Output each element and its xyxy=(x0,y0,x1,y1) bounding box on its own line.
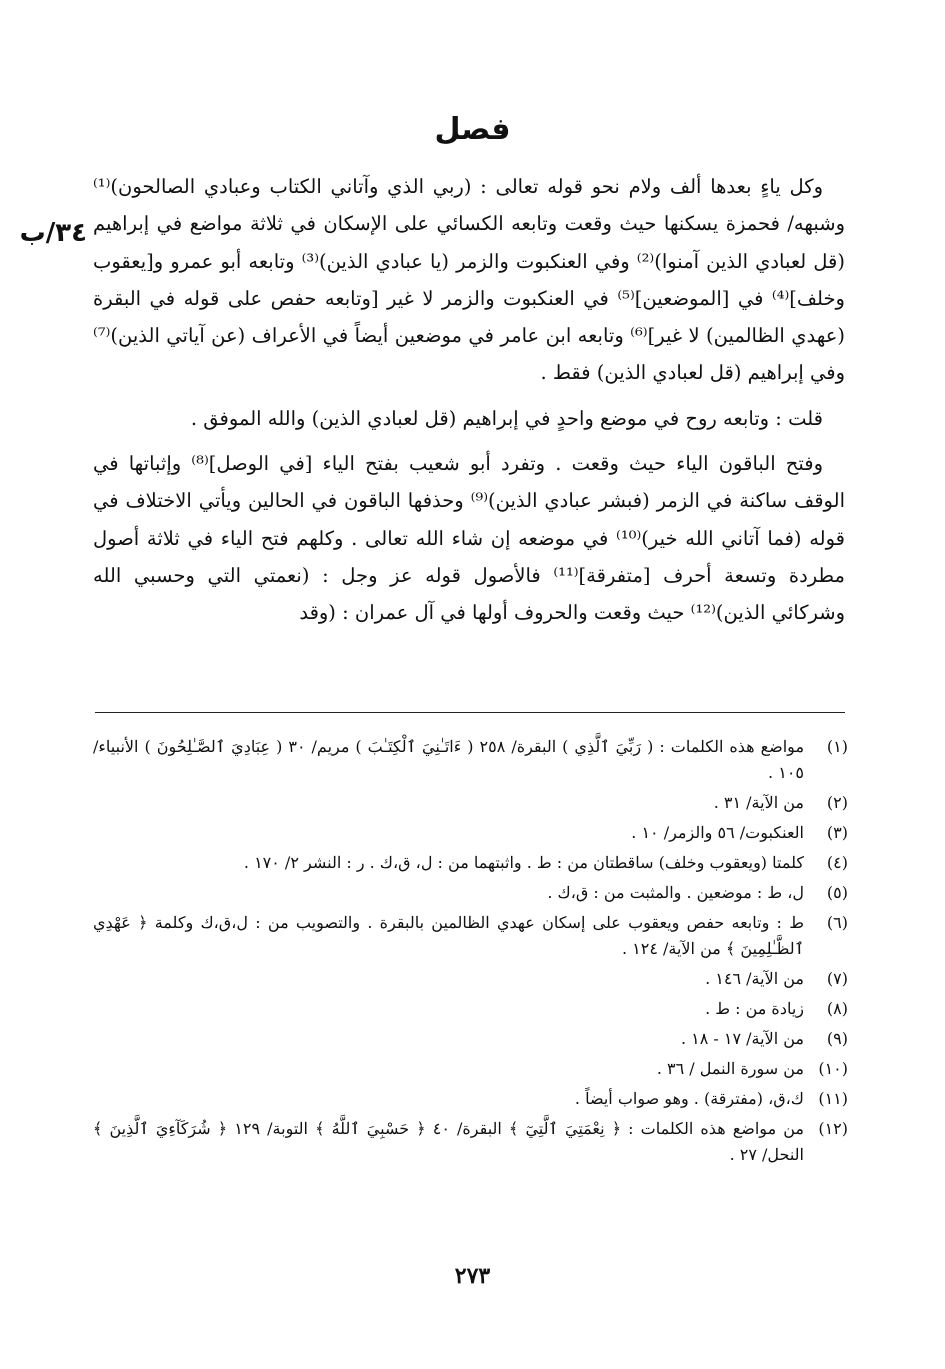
footnote-text: من الآية/ ١٧ - ١٨ . xyxy=(680,1029,804,1048)
footnote-number: (١) xyxy=(826,737,848,756)
footnote-number: (٣) xyxy=(826,823,848,842)
footnote-12 xyxy=(93,1116,848,1168)
paragraph-3: وفتح الباقون الياء حيث وقعت . وتفرد أبو شعيب بفتح الياء [في الوصل]⁽⁸⁾ وإثباتها في الوقف ساكنة في الزمر (فبشر عبادي الذين)⁽⁹⁾ وحذفها الباقون في الحالين ويأتي الاختلاف في قوله (فما آتاني الله خير)⁽¹⁰⁾ في موضعه إن شاء الله تعالى . وكلهم فتح الياء في ثلاثة أصول مطردة وتسعة أحرف [متفرقة]⁽¹¹⁾ فالأصول قوله عز وجل : (نعمتي التي وحسبي الله وشركائي الذين)⁽¹²⁾ حيث وقعت والحروف أولها في آل عمران : (وقد xyxy=(93,452,846,625)
footnote-text: من سورة النمل / ٣٦ . xyxy=(656,1059,804,1078)
footnote-divider xyxy=(95,712,845,713)
footnote-number: (١٠) xyxy=(818,1059,848,1078)
footnotes xyxy=(93,734,848,1172)
footnote-number: (٥) xyxy=(826,883,848,902)
footnote-text: من الآية/ ٣١ . xyxy=(713,793,804,812)
footnote-10 xyxy=(93,1056,848,1082)
footnote-1 xyxy=(93,734,848,786)
paragraph-2: قلت : وتابعه روح في موضع واحدٍ في إبراهيم (قل لعبادي الذين) والله الموفق . xyxy=(190,406,823,430)
footnote-text: من مواضع هذه الكلمات : ﴿ نِعْمَتِيَ ٱلَّتِيٓ ﴾ البقرة/ ٤٠ ﴿ حَسْبِيَ ٱللَّهُ ﴾ التوبة/ ١٢٩ ﴿ شُرَكَآءِيَ ٱلَّذِينَ ﴾ النحل/ ٢٧ . xyxy=(93,1119,804,1164)
footnote-8 xyxy=(93,996,848,1022)
manuscript-folio-note: ٣٤/ب xyxy=(19,218,87,248)
footnote-number: (٦) xyxy=(826,913,848,932)
footnote-text: من الآية/ ١٤٦ . xyxy=(705,969,804,988)
footnote-text: العنكبوت/ ٥٦ والزمر/ ١٠ . xyxy=(631,823,804,842)
footnote-number: (٩) xyxy=(826,1029,848,1048)
footnote-7 xyxy=(93,966,848,992)
footnote-number: (١٢) xyxy=(818,1119,848,1138)
footnote-4 xyxy=(93,850,848,876)
footnote-text: ك،ق، (مفترقة) . وهو صواب أيضاً . xyxy=(574,1089,804,1108)
footnote-text: ط : وتابعه حفص ويعقوب على إسكان عهدي الظالمين بالبقرة . والتصويب من : ل،ق،ك وكلمة ﴿ عَهْدِي ٱلظَّـٰلِمِينَ ﴾ من الآية/ ١٢٤ . xyxy=(93,913,804,958)
footnote-6 xyxy=(93,910,848,962)
footnote-11 xyxy=(93,1086,848,1112)
footnote-number: (٧) xyxy=(826,969,848,988)
footnote-5 xyxy=(93,880,848,906)
footnote-9 xyxy=(93,1026,848,1052)
footnote-2 xyxy=(93,790,848,816)
footnote-text: مواضع هذه الكلمات : ( رَبِّيَ ٱلَّذِي ) البقرة/ ٢٥٨ ( ءَاتَـٰنِيَ ٱلْكِتَـٰبَ ) مريم/ ٣٠ ( عِبَادِيَ ٱلصَّـٰلِحُونَ ) الأنبياء/ ١٠٥ . xyxy=(93,737,805,782)
paragraph-1: وكل ياءٍ بعدها ألف ولام نحو قوله تعالى : (ربي الذي وآتاني الكتاب وعبادي الصالحون)⁽¹⁾ وشبهه/ فحمزة يسكنها حيث وقعت وتابعه الكسائي على الإسكان في ثلاثة مواضع في إبراهيم (قل لعبادي الذين آمنوا)⁽²⁾ وفي العنكبوت والزمر (يا عبادي الذين)⁽³⁾ وتابعه أبو عمرو و[يعقوب وخلف]⁽⁴⁾ في [الموضعين]⁽⁵⁾ في العنكبوت والزمر لا غير [وتابعه حفص على قوله في البقرة (عهدي الظالمين) لا غير]⁽⁶⁾ وتابعه ابن عامر في موضعين أيضاً في الأعراف (عن آياتي الذين)⁽⁷⁾ وفي إبراهيم (قل لعبادي الذين) فقط . xyxy=(93,175,845,385)
footnote-number: (٨) xyxy=(826,999,848,1018)
section-title: فصل xyxy=(434,112,511,147)
footnote-text: ل، ط : موضعين . والمثبت من : ق،ك . xyxy=(547,883,804,902)
main-text xyxy=(93,168,845,632)
footnote-number: (٢) xyxy=(826,793,848,812)
footnote-3 xyxy=(93,820,848,846)
footnote-number: (٤) xyxy=(826,853,848,872)
footnote-text: كلمتا (ويعقوب وخلف) ساقطتان من : ط . واثبتهما من : ل، ق،ك . ر : النشر ٢/ ١٧٠ . xyxy=(243,853,804,872)
footnote-text: زيادة من : ط . xyxy=(705,999,804,1018)
footnote-number: (١١) xyxy=(818,1089,848,1108)
page-number: ٢٧٣ xyxy=(454,1263,491,1289)
